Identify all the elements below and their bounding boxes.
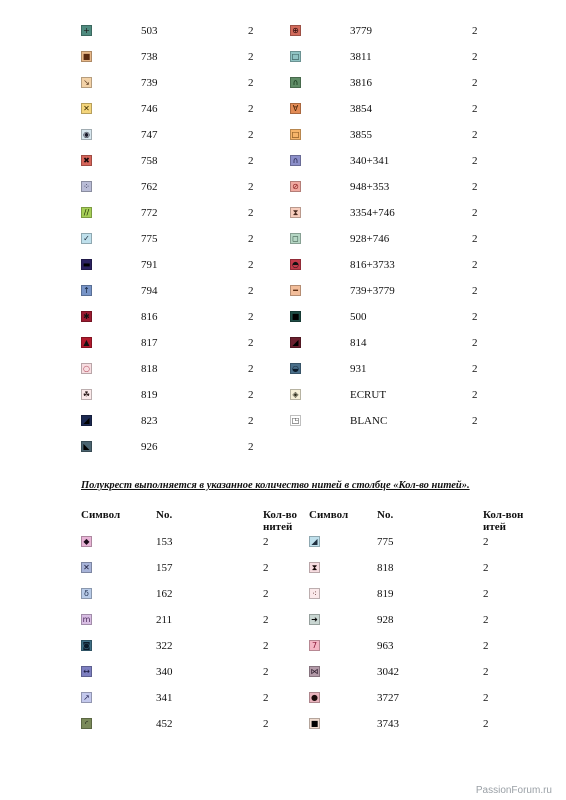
thread-count: 2 bbox=[472, 363, 478, 375]
thread-count: 2 bbox=[472, 103, 478, 115]
thread-number: 322 bbox=[156, 640, 173, 652]
thread-symbol-icon: // bbox=[81, 207, 92, 218]
thread-symbol-icon: ☘ bbox=[82, 389, 91, 399]
thread-symbol-icon: ■ bbox=[291, 311, 300, 321]
table-row bbox=[0, 411, 566, 431]
thread-count: 2 bbox=[472, 389, 478, 401]
thread-symbol-icon: ⊕ bbox=[290, 25, 301, 36]
thread-number: 500 bbox=[350, 311, 367, 323]
thread-symbol-icon: ↑ bbox=[81, 285, 92, 296]
thread-symbol-icon: ○ bbox=[81, 363, 92, 374]
thread-symbol-icon: ■ bbox=[310, 718, 319, 728]
thread-symbol-icon: ✓ bbox=[81, 233, 92, 244]
thread-count: 2 bbox=[472, 181, 478, 193]
thread-count: 2 bbox=[248, 155, 254, 167]
header-count-left-line1: Кол-во bbox=[263, 509, 297, 521]
table-row bbox=[0, 21, 566, 41]
thread-number: 928+746 bbox=[350, 233, 390, 245]
thread-number: 762 bbox=[141, 181, 158, 193]
thread-count: 2 bbox=[472, 25, 478, 37]
thread-count: 2 bbox=[483, 562, 489, 574]
thread-number: 775 bbox=[377, 536, 394, 548]
header-count-right bbox=[483, 509, 523, 533]
thread-number: 963 bbox=[377, 640, 394, 652]
thread-number: 772 bbox=[141, 207, 158, 219]
thread-symbol-icon: ◢ bbox=[81, 415, 92, 426]
thread-symbol-icon: ◈ bbox=[290, 389, 301, 400]
table-row bbox=[0, 255, 566, 275]
thread-number: 758 bbox=[141, 155, 158, 167]
thread-count: 2 bbox=[483, 588, 489, 600]
thread-number: 3855 bbox=[350, 129, 372, 141]
thread-count: 2 bbox=[248, 51, 254, 63]
thread-count: 2 bbox=[483, 640, 489, 652]
thread-number: 3816 bbox=[350, 77, 372, 89]
thread-number: 948+353 bbox=[350, 181, 390, 193]
thread-count: 2 bbox=[248, 441, 254, 453]
thread-symbol-icon: ↗ bbox=[81, 692, 92, 703]
thread-symbol-icon: ◢ bbox=[309, 536, 320, 547]
thread-number: 816 bbox=[141, 311, 158, 323]
thread-count: 2 bbox=[472, 51, 478, 63]
header-no-left: No. bbox=[156, 509, 173, 521]
thread-number: 211 bbox=[156, 614, 173, 626]
thread-count: 2 bbox=[263, 666, 269, 678]
thread-count: 2 bbox=[472, 77, 478, 89]
thread-number: 791 bbox=[141, 259, 158, 271]
table-row bbox=[0, 73, 566, 93]
thread-number: ECRUT bbox=[350, 389, 387, 401]
thread-number: 3854 bbox=[350, 103, 372, 115]
thread-number: 819 bbox=[377, 588, 394, 600]
thread-symbol-icon: ⁘ bbox=[81, 181, 92, 192]
table-row bbox=[0, 584, 566, 604]
thread-symbol-icon: □ bbox=[291, 51, 300, 61]
thread-count: 2 bbox=[248, 25, 254, 37]
thread-symbol-icon: ➜ bbox=[309, 614, 320, 625]
thread-number: 746 bbox=[141, 103, 158, 115]
thread-count: 2 bbox=[263, 562, 269, 574]
thread-symbol-icon: □ bbox=[291, 129, 300, 139]
thread-number: 747 bbox=[141, 129, 158, 141]
thread-count: 2 bbox=[472, 311, 478, 323]
table-row bbox=[0, 177, 566, 197]
thread-symbol-icon: 7 bbox=[309, 640, 320, 651]
half-cross-heading: Полукрест выполняется в указанное количество нитей в столбце «Кол-во нитей». bbox=[81, 480, 470, 491]
thread-count: 2 bbox=[472, 155, 478, 167]
thread-count: 2 bbox=[483, 718, 489, 730]
thread-symbol-icon: ◜ bbox=[81, 718, 92, 729]
thread-symbol-icon: ⧗ bbox=[309, 562, 320, 573]
thread-count: 2 bbox=[472, 233, 478, 245]
thread-count: 2 bbox=[248, 259, 254, 271]
thread-symbol-icon: ✱ bbox=[81, 311, 92, 322]
thread-number: 775 bbox=[141, 233, 158, 245]
table-row bbox=[0, 437, 566, 457]
thread-symbol-icon: ◓ bbox=[290, 259, 301, 270]
thread-number: 157 bbox=[156, 562, 173, 574]
thread-symbol-icon: ✕ bbox=[81, 103, 92, 114]
thread-number: 341 bbox=[156, 692, 173, 704]
thread-count: 2 bbox=[248, 415, 254, 427]
table-row bbox=[0, 558, 566, 578]
thread-number: 931 bbox=[350, 363, 367, 375]
thread-count: 2 bbox=[472, 259, 478, 271]
thread-symbol-icon: ◻ bbox=[290, 233, 301, 244]
thread-symbol-icon: m bbox=[82, 614, 91, 624]
thread-number: 819 bbox=[141, 389, 158, 401]
thread-symbol-icon: ■ bbox=[82, 51, 91, 61]
thread-count: 2 bbox=[263, 718, 269, 730]
thread-number: 503 bbox=[141, 25, 158, 37]
thread-number: 818 bbox=[141, 363, 158, 375]
thread-symbol-icon: + bbox=[81, 25, 92, 36]
thread-number: 340 bbox=[156, 666, 173, 678]
thread-count: 2 bbox=[248, 363, 254, 375]
header-count-right-line1: Кол-вон bbox=[483, 509, 524, 521]
thread-symbol-icon: ◙ bbox=[82, 640, 91, 650]
table-row bbox=[0, 281, 566, 301]
thread-number: 926 bbox=[141, 441, 158, 453]
thread-symbol-icon: δ bbox=[81, 588, 92, 599]
thread-number: 3811 bbox=[350, 51, 372, 63]
thread-symbol-icon: ↔ bbox=[81, 666, 92, 677]
table-row bbox=[0, 229, 566, 249]
thread-number: 823 bbox=[141, 415, 158, 427]
table-row bbox=[0, 333, 566, 353]
thread-count: 2 bbox=[248, 77, 254, 89]
table-row bbox=[0, 203, 566, 223]
table-row bbox=[0, 532, 566, 552]
header-symbol-left: Символ bbox=[81, 509, 121, 521]
thread-symbol-icon: ◆ bbox=[81, 536, 92, 547]
thread-symbol-icon: ▬ bbox=[82, 259, 91, 269]
thread-number: 816+3733 bbox=[350, 259, 395, 271]
thread-number: 340+341 bbox=[350, 155, 390, 167]
thread-symbol-icon: ◒ bbox=[290, 363, 301, 374]
thread-number: 3743 bbox=[377, 718, 399, 730]
thread-count: 2 bbox=[483, 692, 489, 704]
thread-symbol-icon: ⊘ bbox=[290, 181, 301, 192]
thread-count: 2 bbox=[248, 207, 254, 219]
header-no-right: No. bbox=[377, 509, 394, 521]
thread-number: 452 bbox=[156, 718, 173, 730]
table-row bbox=[0, 714, 566, 734]
table-row bbox=[0, 636, 566, 656]
table-row bbox=[0, 359, 566, 379]
thread-count: 2 bbox=[483, 666, 489, 678]
table-row bbox=[0, 151, 566, 171]
table-row bbox=[0, 125, 566, 145]
thread-symbol-icon: ↘ bbox=[81, 77, 92, 88]
thread-symbol-icon: ⧗ bbox=[290, 207, 301, 218]
thread-count: 2 bbox=[263, 588, 269, 600]
table-row bbox=[0, 610, 566, 630]
header-symbol-right: Символ bbox=[309, 509, 349, 521]
table-row bbox=[0, 307, 566, 327]
thread-count: 2 bbox=[248, 337, 254, 349]
thread-number: 153 bbox=[156, 536, 173, 548]
thread-symbol-icon: ∩ bbox=[290, 77, 301, 88]
thread-count: 2 bbox=[248, 311, 254, 323]
thread-symbol-icon: ∀ bbox=[290, 103, 301, 114]
thread-count: 2 bbox=[248, 129, 254, 141]
table-row bbox=[0, 47, 566, 67]
thread-symbol-icon: ✕ bbox=[81, 562, 92, 573]
thread-symbol-icon: ◳ bbox=[291, 415, 300, 425]
table-row bbox=[0, 688, 566, 708]
thread-count: 2 bbox=[472, 285, 478, 297]
thread-number: 814 bbox=[350, 337, 367, 349]
thread-count: 2 bbox=[483, 614, 489, 626]
thread-symbol-icon: ◢ bbox=[290, 337, 301, 348]
thread-count: 2 bbox=[248, 181, 254, 193]
thread-symbol-icon: ◣ bbox=[81, 441, 92, 452]
thread-count: 2 bbox=[472, 129, 478, 141]
thread-count: 2 bbox=[263, 640, 269, 652]
thread-symbol-icon: ⁖ bbox=[309, 588, 320, 599]
thread-symbol-icon: ━ bbox=[290, 285, 301, 296]
thread-number: 739 bbox=[141, 77, 158, 89]
thread-symbol-icon: ▲ bbox=[81, 337, 92, 348]
thread-number: 3779 bbox=[350, 25, 372, 37]
thread-count: 2 bbox=[483, 536, 489, 548]
thread-count: 2 bbox=[248, 285, 254, 297]
thread-number: BLANC bbox=[350, 415, 388, 427]
thread-count: 2 bbox=[248, 103, 254, 115]
watermark: PassionForum.ru bbox=[475, 785, 552, 796]
table-row bbox=[0, 385, 566, 405]
thread-count: 2 bbox=[263, 614, 269, 626]
thread-count: 2 bbox=[472, 415, 478, 427]
table-row bbox=[0, 662, 566, 682]
thread-count: 2 bbox=[472, 207, 478, 219]
thread-number: 3042 bbox=[377, 666, 399, 678]
thread-number: 739+3779 bbox=[350, 285, 395, 297]
thread-number: 738 bbox=[141, 51, 158, 63]
thread-number: 928 bbox=[377, 614, 394, 626]
thread-number: 817 bbox=[141, 337, 158, 349]
table-row bbox=[0, 99, 566, 119]
thread-count: 2 bbox=[248, 233, 254, 245]
thread-symbol-icon: ⋈ bbox=[310, 666, 319, 676]
thread-count: 2 bbox=[248, 389, 254, 401]
thread-number: 3354+746 bbox=[350, 207, 395, 219]
thread-number: 794 bbox=[141, 285, 158, 297]
thread-count: 2 bbox=[472, 337, 478, 349]
thread-number: 818 bbox=[377, 562, 394, 574]
header-count-left-line2: нитей bbox=[263, 521, 293, 533]
thread-symbol-icon: ∩ bbox=[290, 155, 301, 166]
thread-number: 162 bbox=[156, 588, 173, 600]
thread-symbol-icon: ● bbox=[309, 692, 320, 703]
thread-count: 2 bbox=[263, 536, 269, 548]
thread-count: 2 bbox=[263, 692, 269, 704]
thread-symbol-icon: ◉ bbox=[81, 129, 92, 140]
header-count-right-line2: итей bbox=[483, 521, 506, 533]
header-count-left bbox=[263, 509, 297, 533]
thread-number: 3727 bbox=[377, 692, 399, 704]
thread-symbol-icon: ✖ bbox=[81, 155, 92, 166]
